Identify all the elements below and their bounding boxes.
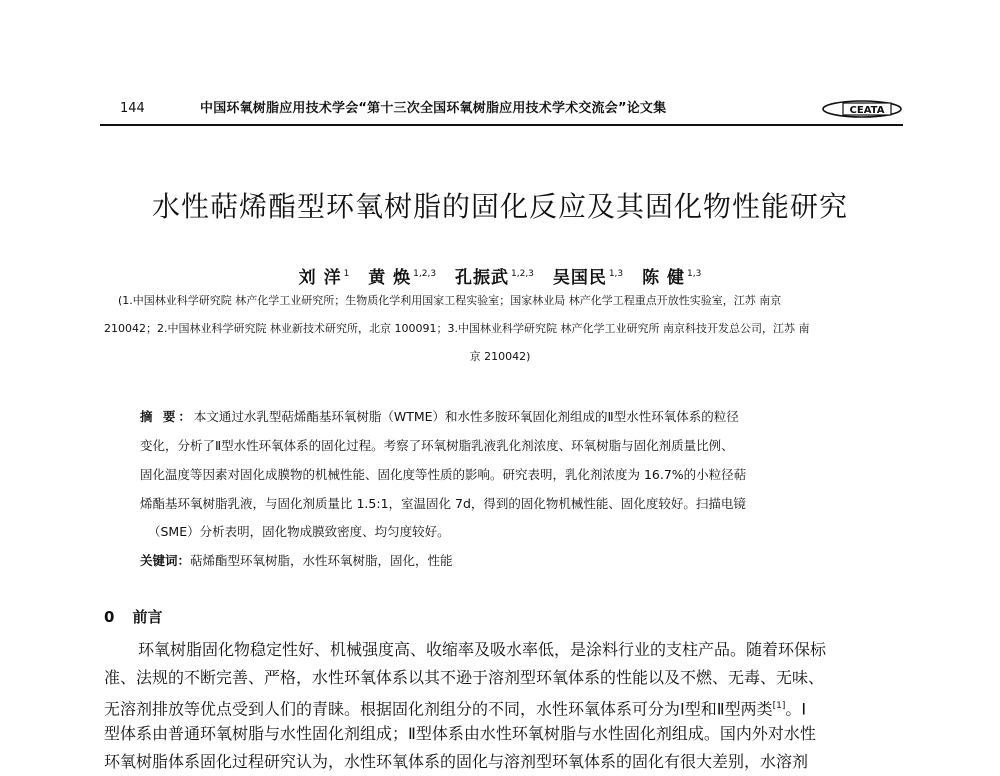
body-line: 无溶剂排放等优点受到人们的青睐。根据固化剂组分的不同，水性环氧体系可分为Ⅰ型和Ⅱ型两类[1]。Ⅰ	[104, 699, 807, 719]
proceedings-title: 中国环氧树脂应用技术学会“第十三次全国环氧树脂应用技术学术交流会”论文集	[200, 101, 667, 116]
keywords-label: 关键词：	[140, 553, 191, 568]
running-header	[100, 98, 903, 124]
abstract-line: 固化温度等因素对固化成膜物的机械性能、固化度等性质的影响。研究表明，乳化剂浓度为 16.7%的小粒径萜	[140, 467, 747, 482]
section-title: 前言	[132, 608, 163, 626]
citation: [1]	[772, 701, 786, 711]
abstract-line: 变化，分析了Ⅱ型水性环氧体系的固化过程。考察了环氧树脂乳液乳化剂浓度、环氧树脂与固化剂质量比例、	[140, 438, 734, 453]
author: 黄 焕 $^{1,2,3}$	[368, 267, 437, 288]
author: 陈 健 $^{1,3}$	[642, 267, 702, 288]
section-heading	[104, 606, 180, 628]
author-list	[0, 262, 1000, 290]
author: 孔振武 $^{1,2,3}$	[455, 267, 534, 288]
abstract-line: 烯酯基环氧树脂乳液，与固化剂质量比 1.5:1，室温固化 7d，得到的固化物机械性能、固化度较好。扫描电镜	[140, 496, 746, 511]
abstract-line: 摘 要：本文通过水乳型萜烯酯基环氧树脂（WTME）和水性多胺环氧固化剂组成的Ⅱ型水性环氧体系的粒径	[140, 409, 739, 424]
author: 刘 洋 $^1$	[298, 267, 350, 288]
affiliation-line: 210042；2.中国林业科学研究院 林业新技术研究所，北京 100091；3.中国林业科学研究院 林产化学工业研究所 南京科技开发总公司，江苏 南	[104, 322, 810, 335]
logo-text: CEATA	[849, 105, 885, 116]
body-line: 环氧树脂固化物稳定性好、机械强度高、收缩率及吸水率低，是涂料行业的支柱产品。随着环保标	[138, 640, 827, 659]
section-number: 0	[104, 608, 115, 626]
abstract-line: （SME）分析表明，固化物成膜致密度、均匀度较好。	[148, 524, 450, 539]
abstract-label: 摘 要：	[140, 409, 194, 424]
page-number: 144	[120, 101, 145, 116]
body-line: 环氧树脂体系固化过程研究认为，水性环氧体系的固化与溶剂型环氧体系的固化有很大差别，水溶剂	[104, 752, 809, 771]
affiliation-line: (1.中国林业科学研究院 林产化学工业研究所；生物质化学利用国家工程实验室；国家林业局 林产化学工程重点开放性实验室，江苏 南京	[118, 294, 782, 307]
paper-title: 水性萜烯酯型环氧树脂的固化反应及其固化物性能研究	[151, 190, 848, 223]
header-rule	[100, 124, 903, 126]
ceata-logo	[821, 99, 903, 119]
keywords: 关键词：萜烯酯型环氧树脂，水性环氧树脂，固化，性能	[140, 553, 453, 568]
body-line: 准、法规的不断完善、严格，水性环氧体系以其不逊于溶剂型环氧体系的性能以及不燃、无毒、无味、	[104, 668, 825, 687]
body-line: 型体系由普通环氧树脂与水性固化剂组成；Ⅱ型体系由水性环氧树脂与水性固化剂组成。国内外对水性	[104, 724, 816, 743]
author: 吴国民 $^{1,3}$	[552, 267, 624, 288]
affiliation-line: 京 210042)	[469, 350, 531, 363]
